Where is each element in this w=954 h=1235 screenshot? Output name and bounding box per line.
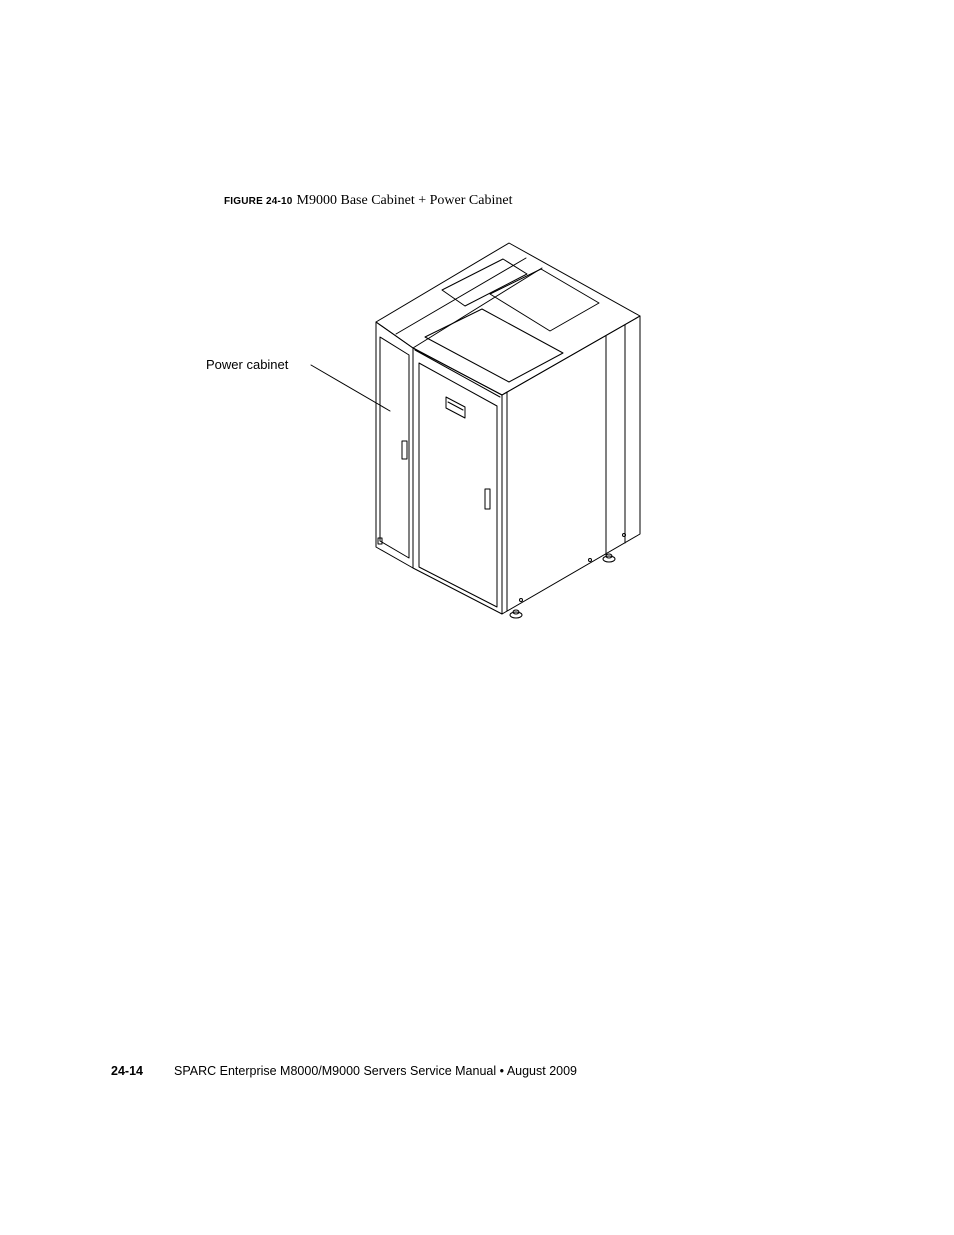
figure-title: M9000 Base Cabinet + Power Cabinet [296, 193, 513, 208]
power-cabinet-door [380, 337, 409, 558]
top-panel-front [425, 309, 563, 382]
nameplate [446, 397, 465, 418]
page-number: 24-14 [111, 1064, 143, 1078]
base-cabinet-handle [485, 489, 490, 509]
base-cabinet-side [502, 316, 640, 614]
callout-leader-line [311, 365, 390, 411]
top-surface [376, 243, 640, 395]
caster [603, 556, 615, 562]
footer-date: August 2009 [506, 1064, 578, 1078]
page-footer [111, 1064, 577, 1078]
figure-label: FIGURE 24-10 [224, 196, 293, 207]
manual-title: SPARC Enterprise M8000/M9000 Servers Service Manual [174, 1064, 497, 1078]
base-cabinet-door [419, 363, 497, 607]
caster [510, 612, 522, 618]
base-cabinet-front [413, 348, 502, 614]
footer-separator: • [499, 1064, 505, 1078]
power-cabinet-handle [402, 441, 407, 459]
callout-power-cabinet: Power cabinet [206, 357, 289, 372]
